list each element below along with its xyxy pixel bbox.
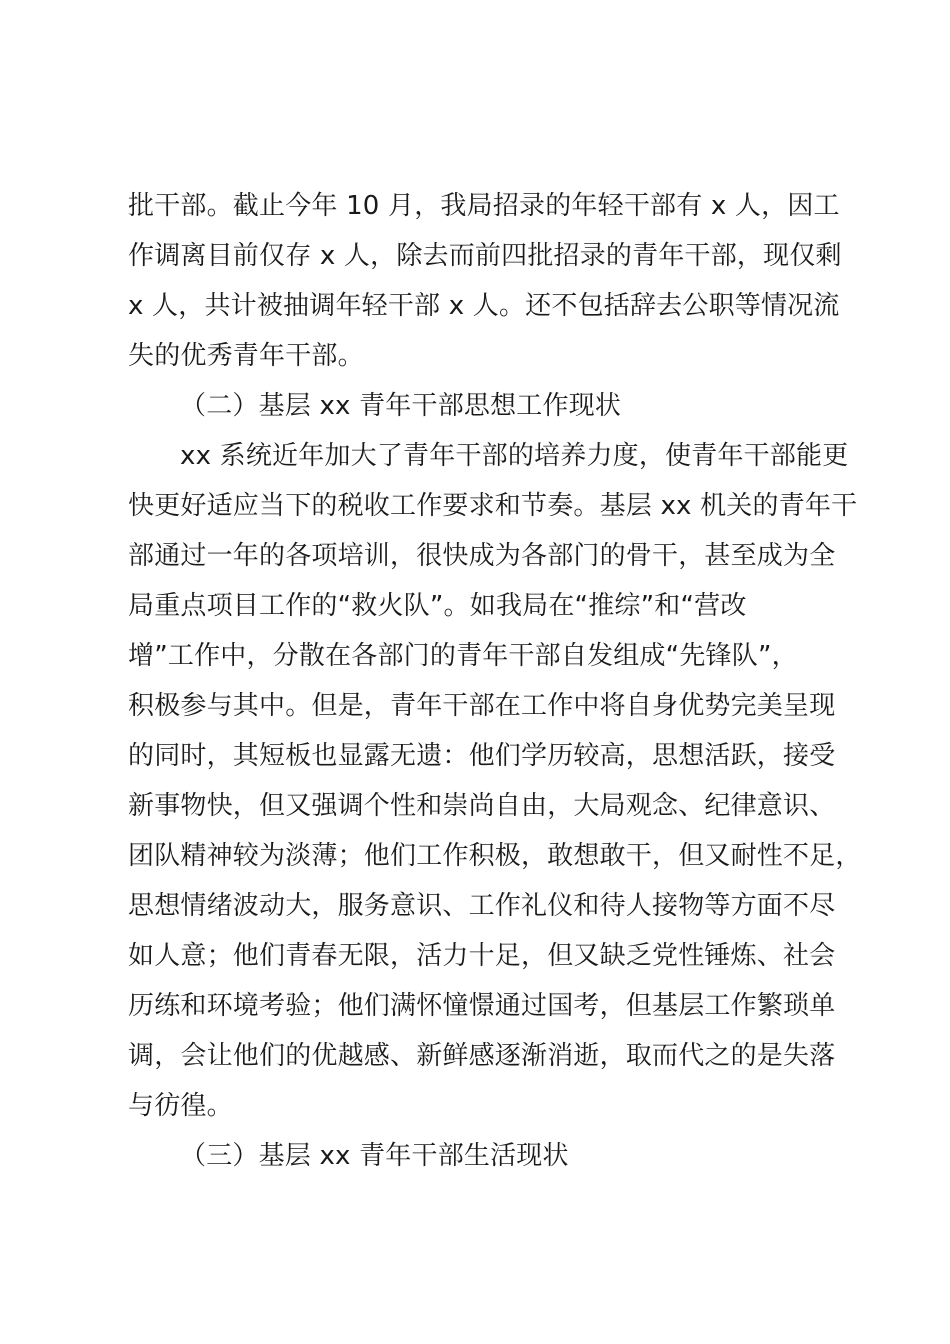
text-line: 批干部。截止今年 10 月，我局招录的年轻干部有 x 人，因工 xyxy=(128,191,840,221)
text-line: 如人意；他们青春无限，活力十足，但又缺乏党性锤炼、社会 xyxy=(128,941,836,971)
text-line: 团队精神较为淡薄；他们工作积极，敢想敢干，但又耐性不足， xyxy=(128,841,862,871)
text-line: 新事物快，但又强调个性和崇尚自由，大局观念、纪律意识、 xyxy=(128,791,836,821)
text-line: 思想情绪波动大，服务意识、工作礼仪和待人接物等方面不尽 xyxy=(128,891,836,921)
section-heading: （三）基层 xx 青年干部生活现状 xyxy=(180,1141,569,1171)
text-line: 作调离目前仅存 x 人，除去而前四批招录的青年干部，现仅剩 xyxy=(128,241,842,271)
text-line: 积极参与其中。但是，青年干部在工作中将自身优势完美呈现 xyxy=(128,691,836,721)
text-line: 历练和环境考验；他们满怀憧憬通过国考，但基层工作繁琐单 xyxy=(128,991,836,1021)
text-line: 调，会让他们的优越感、新鲜感逐渐消逝，取而代之的是失落 xyxy=(128,1041,836,1071)
text-line: 失的优秀青年干部。 xyxy=(128,341,364,371)
section-heading: （二）基层 xx 青年干部思想工作现状 xyxy=(180,391,622,421)
text-line: 快更好适应当下的税收工作要求和节奏。基层 xx 机关的青年干 xyxy=(128,491,858,521)
text-line: 部通过一年的各项培训，很快成为各部门的骨干，甚至成为全 xyxy=(128,541,836,571)
text-line: 的同时，其短板也显露无遗：他们学历较高，思想活跃，接受 xyxy=(128,741,836,771)
text-line: x 人，共计被抽调年轻干部 x 人。还不包括辞去公职等情况流 xyxy=(128,291,840,321)
text-line: 与彷徨。 xyxy=(128,1091,233,1121)
text-line: 局重点项目工作的“救火队”。如我局在“推综”和“营改 xyxy=(128,591,747,621)
text-line: xx 系统近年加大了青年干部的培养力度，使青年干部能更 xyxy=(180,441,849,471)
text-line: 增”工作中，分散在各部门的青年干部自发组成“先锋队”， xyxy=(128,641,798,671)
